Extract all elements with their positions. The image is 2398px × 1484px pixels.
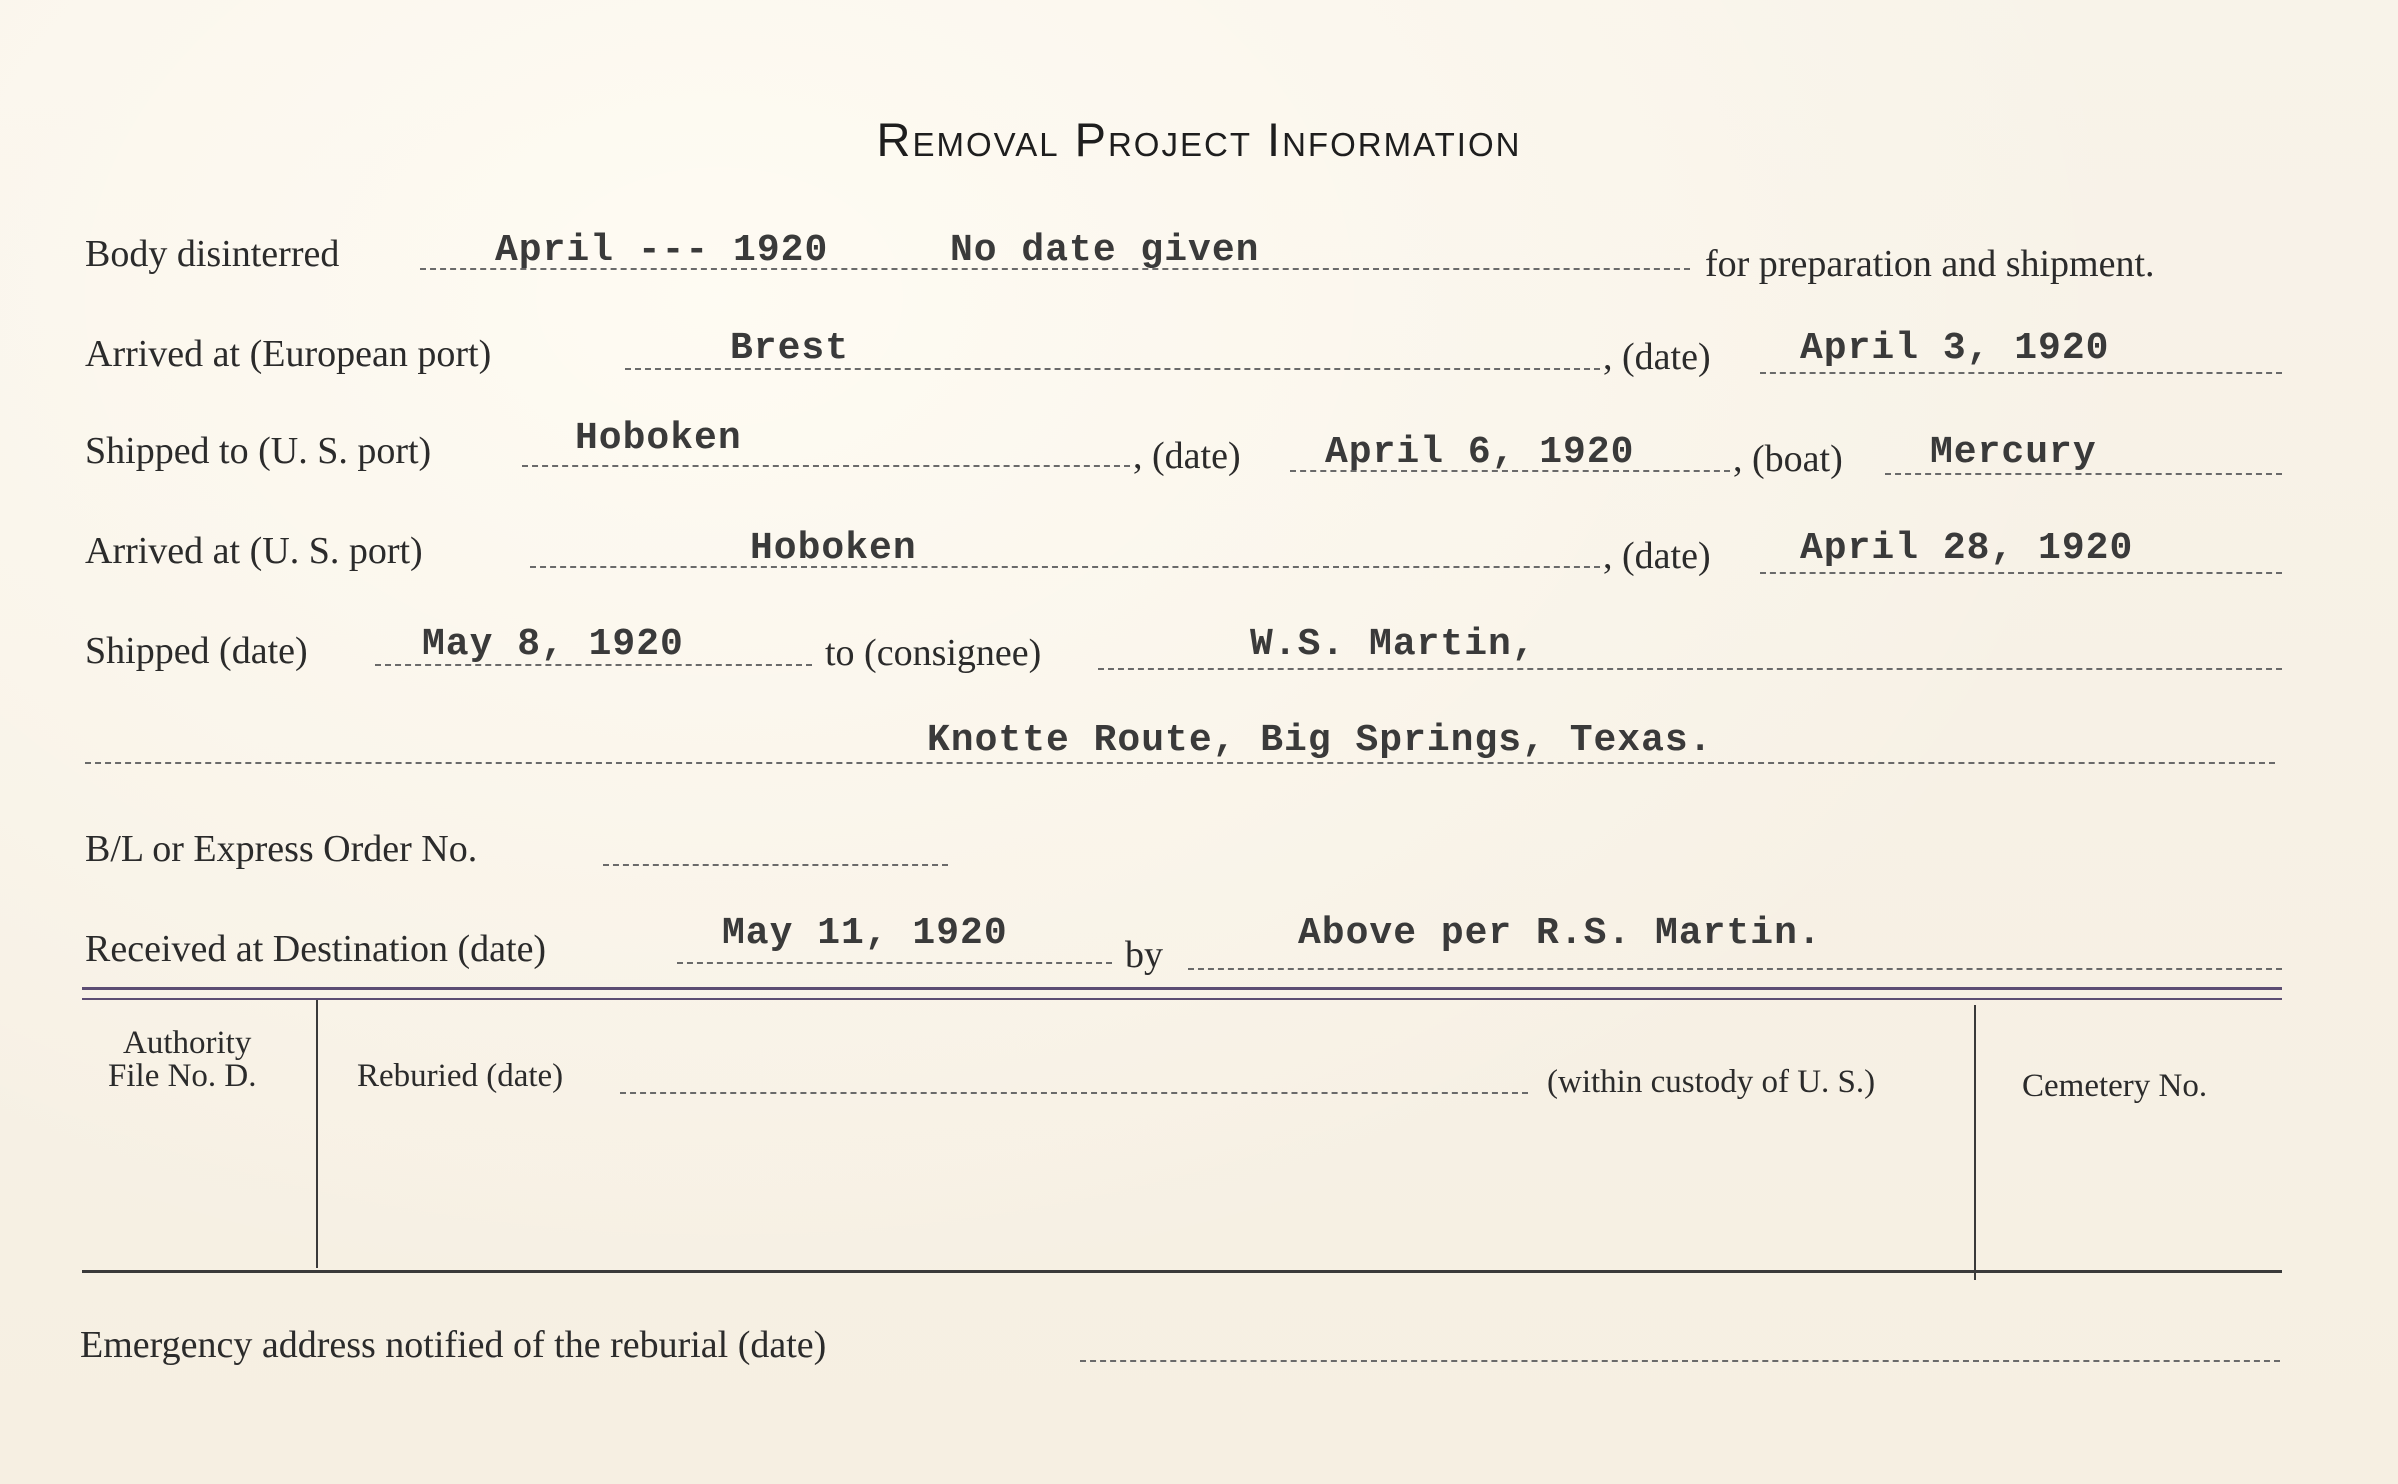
table-top-rule-2 — [82, 998, 2282, 1000]
emergency-label: Emergency address notified of the reburial (date) — [80, 1324, 827, 1366]
table-bottom-rule — [82, 1270, 2282, 1273]
received-by: Above per R.S. Martin. — [1298, 912, 1822, 955]
shipped-us-port: Hoboken — [575, 417, 742, 460]
shipped-us-boat: Mercury — [1930, 431, 2097, 474]
received-label: Received at Destination (date) — [85, 928, 547, 970]
arrived-us-line — [530, 566, 1600, 568]
consignee-address: Knotte Route, Big Springs, Texas. — [927, 719, 1713, 762]
body-disinterred-label: Body disinterred — [85, 233, 340, 275]
body-disinterred-suffix: for preparation and shipment. — [1705, 243, 2155, 285]
bl-label: B/L or Express Order No. — [85, 828, 478, 870]
table-top-rule — [82, 987, 2282, 990]
authority-label-1: Authority — [123, 1025, 252, 1061]
consignee-value: W.S. Martin, — [1250, 623, 1536, 666]
arrived-us-port: Hoboken — [750, 527, 917, 570]
bl-line — [603, 864, 948, 866]
shipped-us-date-label: , (date) — [1133, 435, 1241, 477]
body-disinterred-note: No date given — [950, 229, 1260, 272]
shipped-us-line — [522, 465, 1130, 467]
emergency-line — [1080, 1360, 2280, 1362]
arrived-european-date: April 3, 1920 — [1800, 327, 2110, 370]
received-by-label: by — [1125, 934, 1163, 976]
table-divider-left — [316, 1000, 318, 1268]
consignee-line — [1098, 668, 2282, 670]
table-divider-right — [1974, 1005, 1976, 1280]
address-line — [85, 762, 2275, 764]
received-by-line — [1188, 968, 2282, 970]
body-disinterred-value: April --- 1920 — [495, 229, 829, 272]
arrived-us-date-line — [1760, 572, 2282, 574]
arrived-european-label: Arrived at (European port) — [85, 333, 492, 375]
shipped-date-value: May 8, 1920 — [422, 623, 684, 666]
consignee-label: to (consignee) — [825, 632, 1042, 674]
shipped-us-date: April 6, 1920 — [1325, 431, 1635, 474]
authority-label-2: File No. D. — [108, 1058, 257, 1094]
reburied-line — [620, 1092, 1528, 1094]
shipped-us-boat-label: , (boat) — [1733, 438, 1843, 480]
received-date: May 11, 1920 — [722, 912, 1008, 955]
received-date-line — [677, 962, 1112, 964]
reburied-label: Reburied (date) — [357, 1058, 564, 1094]
page-title: Removal Project Information — [876, 113, 1522, 166]
shipped-us-label: Shipped to (U. S. port) — [85, 430, 432, 472]
shipped-date-label: Shipped (date) — [85, 630, 308, 672]
arrived-european-port: Brest — [730, 327, 850, 370]
arrived-us-date-label: , (date) — [1603, 535, 1711, 577]
arrived-european-date-line — [1760, 372, 2282, 374]
cemetery-label: Cemetery No. — [2022, 1068, 2208, 1104]
custody-label: (within custody of U. S.) — [1547, 1064, 1876, 1100]
arrived-us-date: April 28, 1920 — [1800, 527, 2134, 570]
arrived-us-label: Arrived at (U. S. port) — [85, 530, 423, 572]
arrived-european-date-label: , (date) — [1603, 336, 1711, 378]
